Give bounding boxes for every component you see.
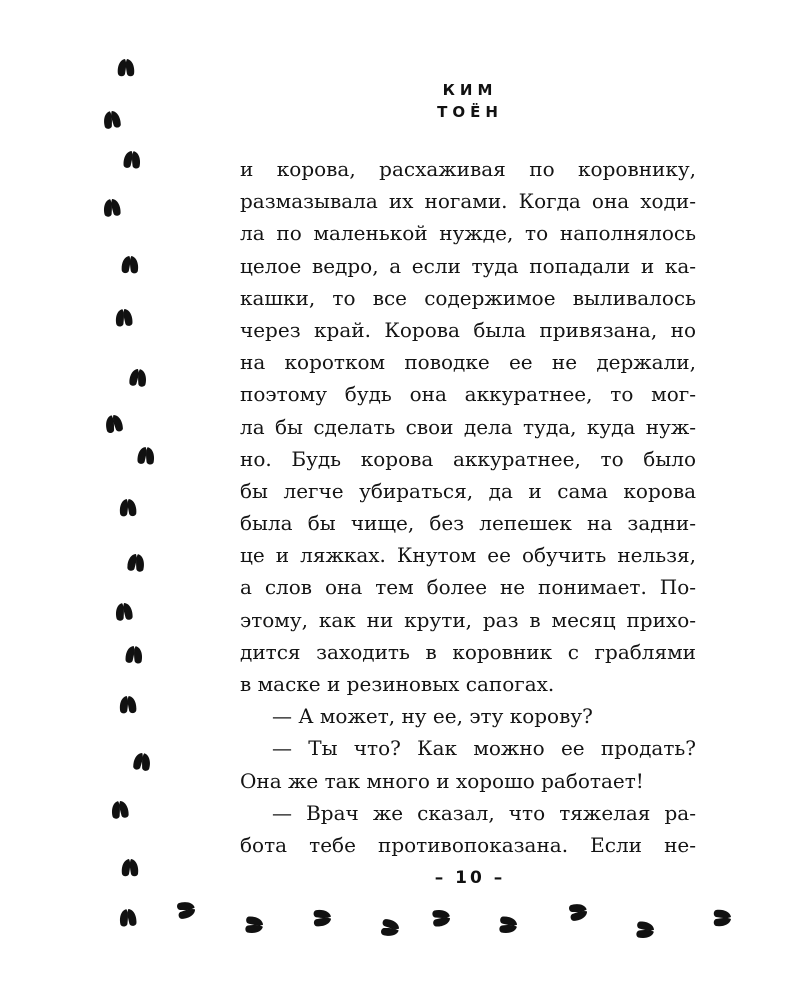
hoofprint-icon bbox=[499, 916, 518, 934]
hoofprint-icon bbox=[636, 921, 655, 939]
hoofprint-icon bbox=[568, 902, 588, 921]
text-line: в маске и резиновых сапогах. bbox=[240, 672, 555, 696]
text-line: поэтому будь она аккуратнее, то мог- bbox=[240, 382, 696, 407]
author-surname: КИМ bbox=[442, 81, 498, 99]
text-line: Она же так много и хорошо работает! bbox=[240, 768, 644, 793]
hoofprint-icon bbox=[714, 910, 731, 926]
running-head-author bbox=[370, 79, 570, 123]
hoofprint-icon bbox=[380, 918, 400, 937]
hoofprint-icon bbox=[245, 916, 264, 934]
page-body-text bbox=[240, 153, 696, 861]
text-line: и корова, расхаживая по коровнику, bbox=[240, 157, 696, 181]
text-line: на коротком поводке ее не держали, bbox=[240, 350, 696, 375]
text-line: ла бы сделать свои дела туда, куда нуж- bbox=[240, 414, 696, 439]
text-line: — Ты что? Как можно ее продать? bbox=[272, 736, 696, 761]
hoofprint-icon bbox=[115, 602, 133, 621]
text-line: размазывала их ногами. Когда она ходи- bbox=[240, 189, 696, 214]
hoofprint-icon bbox=[119, 696, 136, 714]
hoofprint-icon bbox=[122, 859, 138, 876]
text-line: бота тебе противопоказана. Если не- bbox=[240, 832, 696, 857]
text-line: — А может, ну ее, эту корову? bbox=[272, 704, 593, 729]
text-line: через край. Корова была привязана, но bbox=[240, 317, 696, 342]
text-line: бы легче убираться, да и сама корова bbox=[240, 478, 696, 503]
hoofprint-icon bbox=[176, 900, 196, 919]
text-line: целое ведро, а если туда попадали и ка- bbox=[240, 253, 696, 278]
hoofprint-icon bbox=[104, 414, 123, 434]
hoofprint-icon bbox=[111, 800, 129, 819]
text-line: ла по маленькой нужде, то наполнялось bbox=[240, 221, 696, 246]
hoofprint-icon bbox=[119, 499, 136, 517]
page-number: – 10 – bbox=[434, 868, 506, 888]
hoofprint-icon bbox=[123, 150, 141, 168]
hoofprint-icon bbox=[115, 308, 133, 326]
hoofprint-icon bbox=[129, 368, 147, 387]
hoofprint-icon bbox=[432, 909, 451, 927]
text-line: кашки, то все содержимое выливалось bbox=[240, 285, 696, 310]
text-line: це и ляжках. Кнутом ее обучить нельзя, bbox=[240, 543, 696, 568]
hoofprint-icon bbox=[313, 909, 331, 926]
text-line: дится заходить в коровник с граблями bbox=[240, 639, 696, 664]
hoofprint-icon bbox=[103, 198, 121, 217]
text-line: была бы чище, без лепешек на задни- bbox=[240, 511, 696, 536]
author-given-name: ТОЁН bbox=[437, 103, 503, 121]
hoofprint-icon bbox=[125, 645, 143, 663]
text-line: этому, как ни крути, раз в месяц прихо- bbox=[240, 607, 696, 632]
hoofprint-icon bbox=[133, 752, 152, 771]
hoofprint-icon bbox=[121, 256, 138, 274]
hoofprint-icon bbox=[119, 908, 137, 926]
hoofprint-icon bbox=[118, 59, 134, 76]
hoofprint-icon bbox=[103, 110, 122, 129]
text-line: — Врач же сказал, что тяжелая ра- bbox=[272, 800, 696, 825]
text-line: но. Будь корова аккуратнее, то было bbox=[240, 446, 696, 471]
text-line: а слов она тем более не понимает. По- bbox=[240, 575, 696, 600]
hoofprint-icon bbox=[127, 553, 145, 572]
hoofprint-icon bbox=[137, 446, 155, 464]
